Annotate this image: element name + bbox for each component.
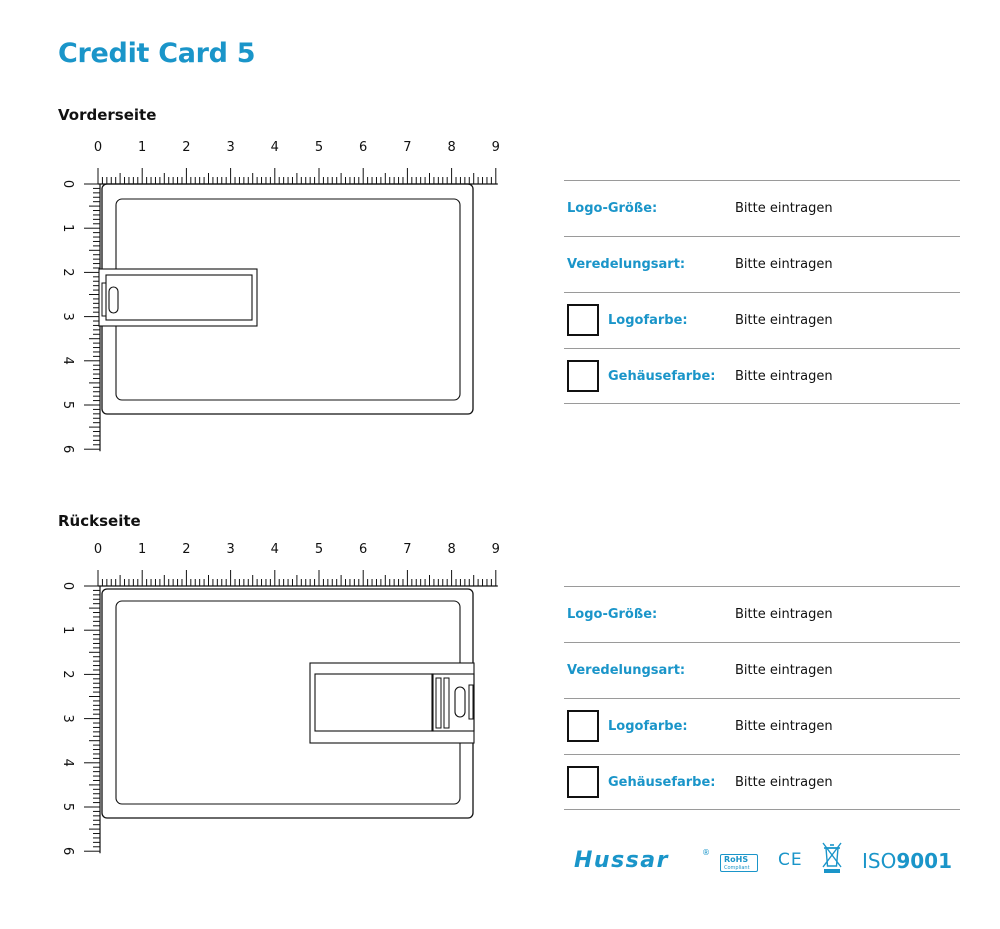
spec-value[interactable]: Bitte eintragen	[735, 663, 833, 678]
ruler-label-h: 5	[314, 542, 324, 557]
ruler-label-h: 0	[93, 140, 103, 155]
color-swatch-box[interactable]	[567, 710, 599, 742]
ruler-label-h: 9	[491, 542, 500, 557]
spec-label: Gehäusefarbe:	[608, 775, 716, 790]
back-heading: Rückseite	[58, 512, 141, 530]
front-spec-row-logo-color	[564, 292, 960, 348]
iso-prefix: ISO	[862, 849, 897, 873]
rohs-text: RoHS	[724, 855, 749, 864]
spec-label: Logo-Größe:	[567, 607, 658, 622]
color-swatch-box[interactable]	[567, 304, 599, 336]
front-spec-row-logo-size	[564, 180, 960, 236]
ruler-label-v: 0	[60, 179, 75, 189]
ruler-label-h: 8	[447, 542, 456, 557]
color-swatch-box[interactable]	[567, 360, 599, 392]
ruler-label-v: 1	[60, 626, 75, 635]
weee-bin-icon	[820, 840, 844, 874]
spec-label: Gehäusefarbe:	[608, 369, 716, 384]
back-spec-row-finish	[564, 642, 960, 698]
ruler-label-v: 0	[60, 581, 75, 591]
spec-value[interactable]: Bitte eintragen	[735, 607, 833, 622]
ruler-label-v: 3	[60, 714, 75, 723]
horizontal-ruler	[94, 542, 500, 586]
usb-hole	[109, 287, 118, 313]
usb-hole	[455, 687, 465, 717]
ruler-label-h: 1	[138, 140, 147, 155]
back-spec-table	[564, 586, 960, 810]
spec-value[interactable]: Bitte eintragen	[735, 369, 833, 384]
ruler-label-v: 5	[60, 802, 75, 812]
back-spec-row-logo-color	[564, 698, 960, 754]
ruler-label-v: 4	[60, 356, 75, 365]
horizontal-ruler	[94, 140, 500, 184]
hussar-logo: Hussar	[574, 848, 669, 873]
ruler-label-v: 6	[60, 847, 75, 856]
registered-mark: ®	[702, 848, 710, 857]
iso9001-mark	[862, 849, 952, 873]
ruler-label-h: 6	[359, 140, 368, 155]
ruler-label-v: 4	[60, 758, 75, 767]
back-spec-row-logo-size	[564, 586, 960, 642]
spec-label: Logofarbe:	[608, 313, 688, 328]
ruler-label-v: 3	[60, 312, 75, 321]
back-card-drawing	[0, 537, 520, 857]
ruler-label-h: 5	[314, 140, 324, 155]
ruler-label-h: 4	[270, 542, 279, 557]
spec-value[interactable]: Bitte eintragen	[735, 313, 833, 328]
ruler-label-h: 6	[359, 542, 368, 557]
iso-number: 9001	[896, 849, 953, 873]
ruler-label-h: 8	[447, 140, 456, 155]
spec-label: Veredelungsart:	[567, 257, 686, 272]
ruler-label-h: 4	[270, 140, 279, 155]
spec-label: Logofarbe:	[608, 719, 688, 734]
ce-mark: CE	[778, 850, 803, 870]
spec-value[interactable]: Bitte eintragen	[735, 719, 833, 734]
ruler-label-v: 1	[60, 224, 75, 233]
vertical-ruler	[60, 582, 100, 855]
ruler-label-h: 9	[491, 140, 500, 155]
ruler-label-v: 5	[60, 400, 75, 410]
spec-value[interactable]: Bitte eintragen	[735, 775, 833, 790]
color-swatch-box[interactable]	[567, 766, 599, 798]
ruler-label-h: 7	[403, 140, 412, 155]
certification-logos	[574, 838, 954, 888]
rohs-badge	[720, 854, 758, 872]
spec-label: Veredelungsart:	[567, 663, 686, 678]
ruler-label-v: 2	[60, 268, 75, 277]
page-title: Credit Card 5	[58, 38, 256, 69]
ruler-label-h: 0	[93, 542, 103, 557]
spec-value[interactable]: Bitte eintragen	[735, 257, 833, 272]
spec-label: Logo-Größe:	[567, 201, 658, 216]
ruler-label-h: 7	[403, 542, 412, 557]
rohs-sub-text: Compliant	[724, 865, 750, 871]
ruler-label-v: 6	[60, 445, 75, 454]
front-card-drawing	[0, 135, 520, 455]
usb-connector-outer	[99, 269, 257, 326]
ruler-label-h: 3	[226, 140, 235, 155]
back-spec-row-case-color	[564, 754, 960, 810]
front-heading: Vorderseite	[58, 106, 157, 124]
front-spec-table	[564, 180, 960, 404]
vertical-ruler	[60, 180, 100, 453]
ruler-label-h: 2	[182, 542, 191, 557]
ruler-label-h: 1	[138, 542, 147, 557]
front-spec-row-case-color	[564, 348, 960, 404]
ruler-label-h: 2	[182, 140, 191, 155]
ruler-label-h: 3	[226, 542, 235, 557]
front-spec-row-finish	[564, 236, 960, 292]
ruler-label-v: 2	[60, 670, 75, 679]
spec-value[interactable]: Bitte eintragen	[735, 201, 833, 216]
